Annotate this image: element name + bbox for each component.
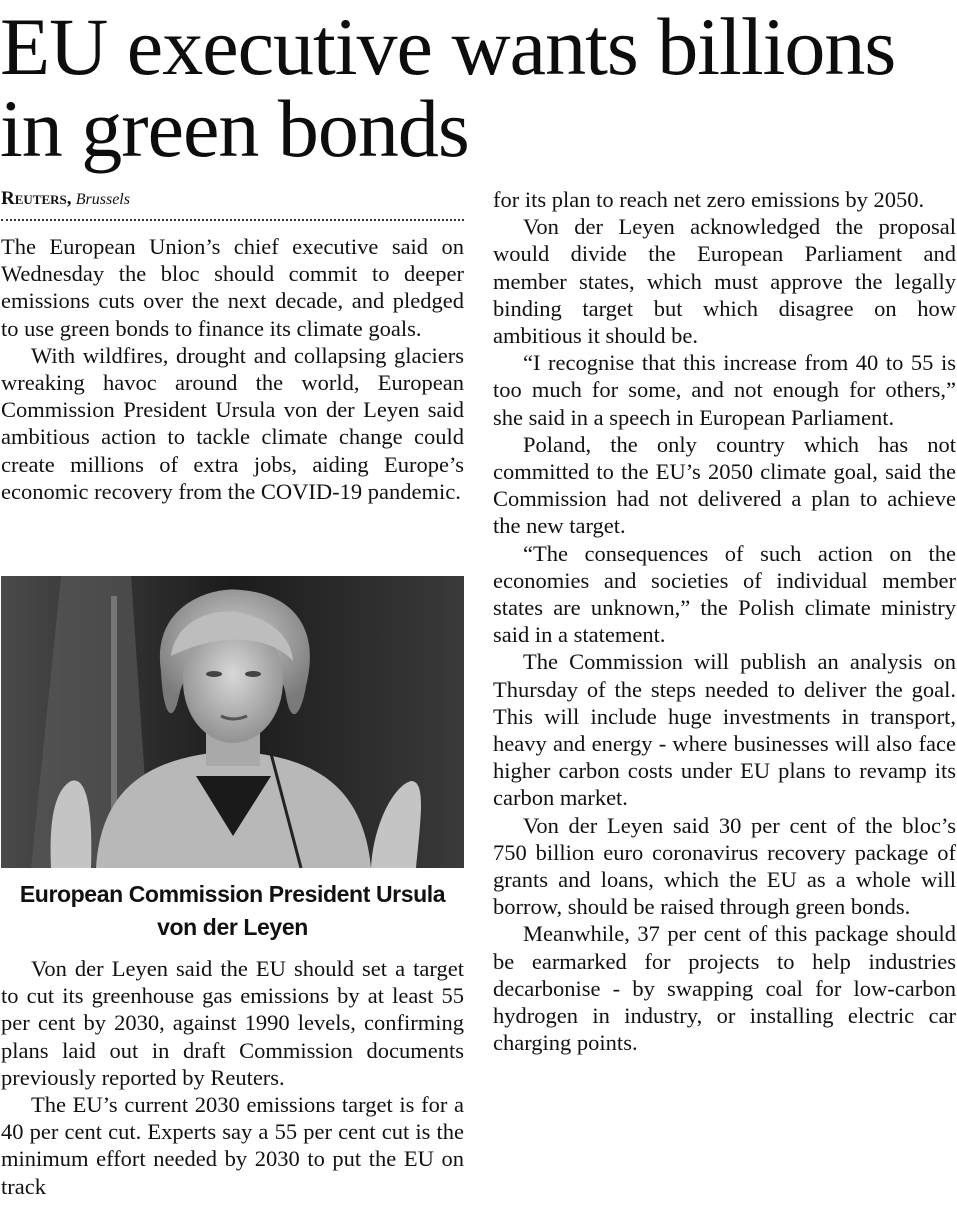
paragraph: The EU’s current 2030 emissions target is for a 40 per cent cut. Experts say a 55 per cent cut is the minimum effort needed by 2030 to put the EU on track (1, 1092, 464, 1199)
paragraph: Poland, the only country which has not committed to the EU’s 2050 climate goal, said the Commission had not delivered a plan to achieve the new target. (493, 431, 956, 539)
intro-text (1, 233, 464, 505)
headline: EU executive wants billions in green bonds (0, 1, 896, 174)
paragraph: Von der Leyen said the EU should set a target to cut its greenhouse gas emissions by at least 55 per cent by 2030, against 1990 levels, confirming plans laid out in draft Commission documents previously reported by Reuters. (1, 956, 464, 1090)
paragraph: Meanwhile, 37 per cent of this package should be earmarked for projects to help industries decarbonise - by swapping coal for low-carbon hydrogen in industry, or installing electric car charging points. (493, 921, 956, 1056)
paragraph: The European Union’s chief executive said on Wednesday the bloc should commit to deeper emissions cuts over the next decade, and pledged to use green bonds to finance its climate goals. (1, 234, 464, 341)
lower-left-text (1, 955, 464, 1200)
paragraph: “I recognise that this increase from 40 to 55 is too much for some, and not enough for others,” she said in a speech in European Parliament. (493, 350, 956, 430)
portrait-photo (1, 576, 464, 868)
paragraph: Von der Leyen acknowledged the proposal would divide the European Parliament and member states, which must approve the legally binding target but which disagree on how ambitious it should be. (493, 214, 956, 349)
byline-city: Brussels (75, 191, 130, 208)
byline-agency: Reuters, (1, 188, 72, 209)
byline-divider (1, 219, 464, 221)
photo-caption: European Commission President Ursula von der Leyen (19, 881, 446, 940)
paragraph: With wildfires, drought and collapsing glaciers wreaking havoc around the world, European Commission President Ursula von der Leyen said ambitious action to tackle climate change could create millions of extra jobs, aiding Europe’s economic recovery from the COVID-19 pandemic. (1, 342, 464, 504)
paragraph: for its plan to reach net zero emissions by 2050. (493, 187, 925, 212)
paragraph: The Commission will publish an analysis on Thursday of the steps needed to deliver the goal. This will include huge investments in transport, heavy and energy - where businesses will also face higher carbon costs under EU plans to revamp its carbon market. (493, 649, 956, 811)
right-column-text (493, 186, 956, 1057)
paragraph: “The consequences of such action on the economies and societies of individual member states are unknown,” the Polish climate ministry said in a statement. (493, 540, 956, 648)
paragraph: Von der Leyen said 30 per cent of the bloc’s 750 billion euro coronavirus recovery package of grants and loans, which the EU as a whole will borrow, should be raised through green bonds. (493, 812, 956, 920)
byline (1, 186, 464, 213)
